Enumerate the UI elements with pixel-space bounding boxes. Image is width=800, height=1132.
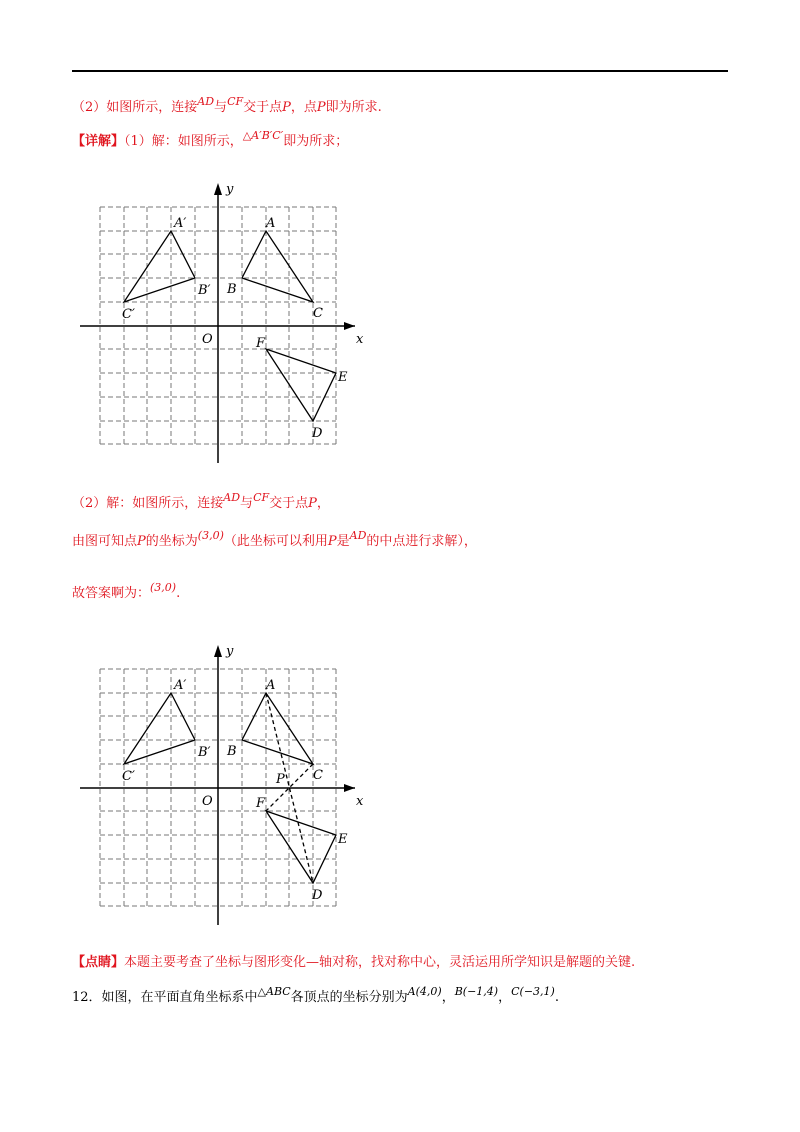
text: ， bbox=[316, 496, 330, 511]
text: （1）解：如图所示， bbox=[124, 134, 243, 149]
label-b: B bbox=[227, 282, 237, 297]
detail-tag: 【详解】 bbox=[72, 134, 125, 149]
label-f: F bbox=[256, 796, 266, 811]
text: 交于点 bbox=[269, 496, 309, 511]
math-cf: CF bbox=[253, 491, 270, 504]
coordinate-figure-2 bbox=[80, 637, 380, 932]
text: 是 bbox=[336, 534, 350, 549]
text: 与 bbox=[240, 496, 254, 511]
text: 与 bbox=[214, 100, 228, 115]
label-c: C bbox=[313, 768, 323, 783]
text: 的中点进行求解）， bbox=[366, 534, 477, 549]
label-b: B bbox=[227, 744, 237, 759]
label-p: P bbox=[276, 772, 285, 787]
text: . bbox=[176, 586, 181, 601]
math-ad: AD bbox=[349, 529, 367, 542]
coordinate-figure-1 bbox=[80, 175, 380, 470]
math-p: P bbox=[327, 534, 337, 549]
text-line-3 bbox=[72, 492, 330, 511]
math-coordinate: (3,0) bbox=[150, 581, 177, 594]
label-c-prime: C′ bbox=[122, 307, 135, 322]
math-p: P bbox=[282, 100, 291, 115]
text: （2）如图所示，连接 bbox=[72, 100, 198, 115]
math-cf: CF bbox=[227, 95, 244, 108]
text-line-5 bbox=[72, 582, 180, 601]
math-ad: AD bbox=[197, 95, 215, 108]
y-arrow-icon bbox=[214, 183, 222, 195]
text: 各顶点的坐标分别为 bbox=[290, 990, 408, 1005]
label-a: A bbox=[266, 678, 276, 693]
text: 的坐标为 bbox=[145, 534, 198, 549]
text: 由图可知点 bbox=[72, 534, 138, 549]
axes bbox=[80, 649, 355, 925]
label-a-prime: A′ bbox=[174, 678, 187, 693]
label-e: E bbox=[338, 370, 348, 385]
label-d: D bbox=[312, 888, 323, 903]
text: ， bbox=[441, 990, 455, 1005]
label-b-prime: B′ bbox=[198, 745, 211, 760]
text-line-2 bbox=[72, 130, 348, 149]
label-x: x bbox=[356, 794, 364, 809]
text: 交于点 bbox=[243, 100, 283, 115]
math-ad: AD bbox=[223, 491, 241, 504]
label-c: C bbox=[313, 306, 323, 321]
label-a: A bbox=[266, 216, 276, 231]
axes bbox=[80, 187, 355, 463]
text: 本题主要考查了坐标与图形变化—轴对称，找对称中心，灵活运用所学知识是解题的关键. bbox=[124, 955, 636, 970]
math-coordinate: (3,0) bbox=[197, 529, 224, 542]
text: （此坐标可以利用 bbox=[223, 534, 328, 549]
label-a-prime: A′ bbox=[174, 216, 187, 231]
label-o: O bbox=[202, 332, 213, 347]
math-triangle: △A′B′C′ bbox=[242, 129, 284, 142]
math-triangle: △ABC bbox=[257, 985, 291, 998]
text: （2）解：如图所示，连接 bbox=[72, 496, 224, 511]
text: ，点 bbox=[290, 100, 317, 115]
text-line-1 bbox=[72, 96, 382, 115]
text-line-6 bbox=[72, 951, 635, 970]
label-c-prime: C′ bbox=[122, 769, 135, 784]
question-text: 12．如图，在平面直角坐标系中 bbox=[72, 990, 258, 1005]
text: 即为所求； bbox=[283, 134, 349, 149]
math-p: P bbox=[308, 496, 317, 511]
label-y: y bbox=[226, 182, 234, 197]
label-d: D bbox=[312, 426, 323, 441]
label-x: x bbox=[356, 332, 364, 347]
text-line-7 bbox=[72, 986, 559, 1005]
label-o: O bbox=[202, 794, 213, 809]
label-b-prime: B′ bbox=[198, 283, 211, 298]
header-rule bbox=[72, 70, 728, 72]
remark-tag: 【点睛】 bbox=[72, 955, 125, 970]
label-y: y bbox=[226, 644, 234, 659]
text: 即为所求. bbox=[325, 100, 382, 115]
label-f: F bbox=[256, 336, 266, 351]
math-point-c: C(−3,1) bbox=[511, 985, 555, 998]
math-point-a: A(4,0) bbox=[407, 985, 442, 998]
math-point-b: B(−1,4) bbox=[454, 985, 499, 998]
text: 故答案啊为： bbox=[72, 586, 151, 601]
text: ， bbox=[498, 990, 512, 1005]
y-arrow-icon bbox=[214, 645, 222, 657]
x-arrow-icon bbox=[344, 322, 355, 330]
text: . bbox=[554, 990, 559, 1005]
x-arrow-icon bbox=[344, 784, 355, 792]
math-p: P bbox=[316, 100, 326, 115]
text-line-4 bbox=[72, 530, 477, 549]
math-p: P bbox=[137, 534, 146, 549]
label-e: E bbox=[338, 832, 348, 847]
